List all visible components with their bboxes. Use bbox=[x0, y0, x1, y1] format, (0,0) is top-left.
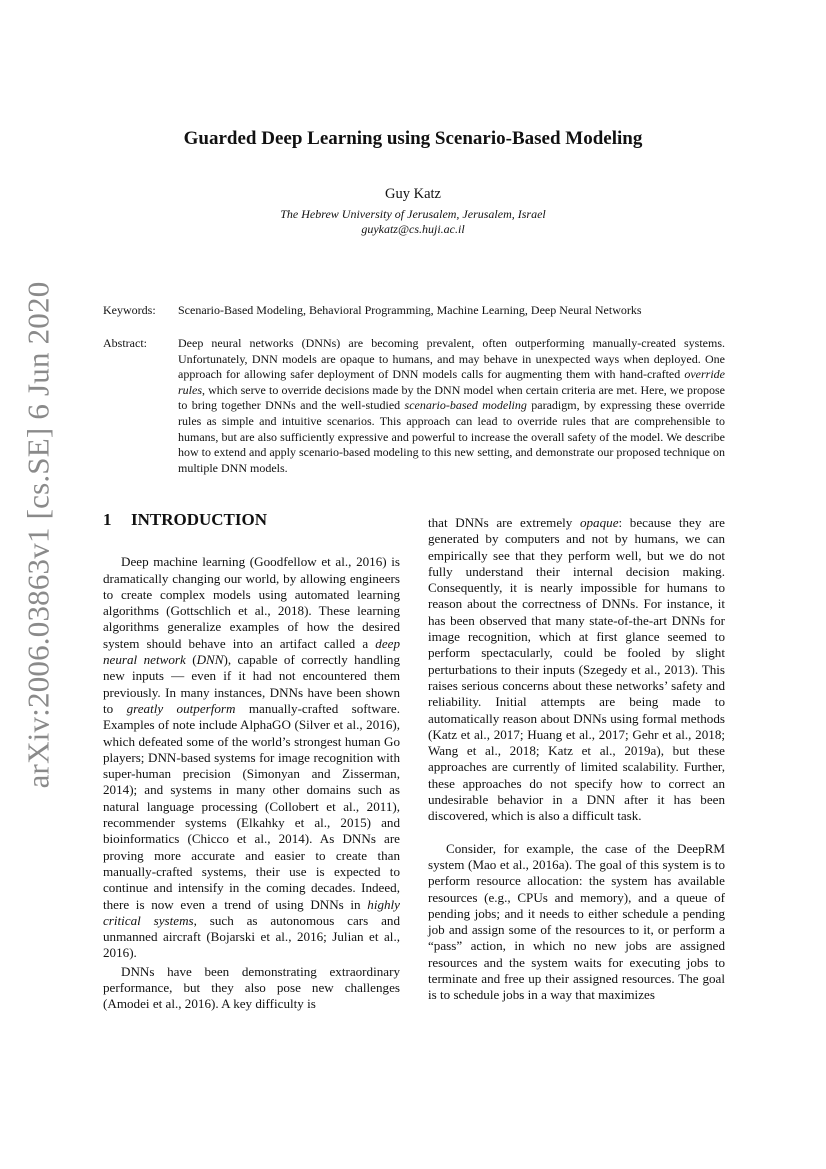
abstract-label: Abstract: bbox=[103, 336, 147, 350]
section-title: INTRODUCTION bbox=[131, 510, 268, 529]
right-column bbox=[428, 515, 725, 1004]
author-affiliation: The Hebrew University of Jerusalem, Jerusalem, Israel bbox=[280, 207, 546, 221]
author-name: Guy Katz bbox=[385, 186, 441, 202]
section-number: 1 bbox=[103, 510, 112, 529]
intro-paragraph-1: Deep machine learning (Goodfellow et al., 2016) is dramatically changing our world, by allowing engineers to create complex models using automated learning algorithms (Gottschlich et al., 2018). These learning algorithms generalize examples of how the desired system should behave into an artifact called a deep neural network (DNN), capable of correctly handling new inputs — even if it had not encountered them previously. In many instances, DNNs have been shown to greatly outperform manually-crafted software. Examples of note include AlphaGO (Silver et al., 2016), which defeated some of the world’s strongest human Go players; DNN-based systems for image recognition with super-human precision (Simonyan and Zisserman, 2014); and systems in many other domains such as natural language processing (Collobert et al., 2011), recommender systems (Elkahky et al., 2015) and bioinformatics (Chicco et al., 2014). As DNNs are proving more accurate and easier to create than manually-crafted systems, their use is expected to continue and intensify in the coming decades. Indeed, there is now even a trend of using DNNs in highly critical systems, such as autonomous cars and unmanned aircraft (Bojarski et al., 2016; Julian et al., 2016). bbox=[103, 554, 400, 961]
arxiv-stamp bbox=[16, 281, 60, 789]
author-email: guykatz@cs.huji.ac.il bbox=[361, 222, 465, 236]
intro-paragraph-3: Consider, for example, the case of the DeepRM system (Mao et al., 2016a). The goal of this system is to perform resource allocation: the system has available resources (e.g., CPUs and memory), and a queue of pending jobs; and it needs to either schedule a pending job and assign some of the resources to it, or perform a “pass” action, in which no new jobs are assigned resources and the system waits for executing jobs to terminate and free up their assigned resources. The goal is to schedule jobs in a way that maximizes bbox=[428, 840, 725, 1003]
section-heading bbox=[103, 512, 400, 528]
paper-title: Guarded Deep Learning using Scenario-Based Modeling bbox=[183, 128, 643, 149]
arxiv-id: arXiv:2006.03863v1 [cs.SE] 6 Jun 2020 bbox=[20, 281, 55, 789]
abstract-text: Deep neural networks (DNNs) are becoming prevalent, often outperforming manually-created systems. Unfortunately, DNN models are opaque to humans, and may behave in unexpected ways when deployed. One approach for allowing safer deployment of DNN models calls for augmenting them with hand-crafted override rules, which serve to override decisions made by the DNN model when certain criteria are met. Here, we propose to bring together DNNs and the well-studied scenario-based modeling paradigm, by expressing these override rules as simple and intuitive scenarios. This approach can lead to override rules that are comprehensible to humans, but are also sufficiently expressive and powerful to increase the overall safety of the model. We describe how to extend and apply scenario-based modeling to this new setting, and demonstrate our proposed technique on multiple DNN models. bbox=[178, 336, 725, 475]
keywords-row bbox=[103, 303, 725, 319]
keywords-label: Keywords: bbox=[103, 303, 156, 317]
keywords-text: Scenario-Based Modeling, Behavioral Programming, Machine Learning, Deep Neural Networks bbox=[178, 303, 642, 317]
abstract-row bbox=[103, 336, 725, 476]
intro-paragraph-2-continued: that DNNs are extremely opaque: because they are generated by computers and not by humans, we can empirically see that they perform well, but we do not fully understand their internal decision making. Consequently, it is nearly impossible for humans to reason about the correctness of DNNs. For instance, it has been observed that many state-of-the-art DNNs for image recognition, which at first glance seemed to perform spectacularly, could be fooled by slight perturbations to their inputs (Szegedy et al., 2013). This raises serious concerns about these networks’ safety and reliability. Initial attempts are being made to automatically reason about DNNs using formal methods (Katz et al., 2017; Huang et al., 2017; Gehr et al., 2018; Wang et al., 2018; Katz et al., 2019a), but these approaches are currently of limited scalability. Further, these approaches do not specify how to correct an undesirable behavior in a DNN after it has been discovered, which is also a difficult task. bbox=[428, 515, 725, 824]
intro-paragraph-2: DNNs have been demonstrating extraordinary performance, but they also pose new challenges (Amodei et al., 2016). A key difficulty is bbox=[103, 963, 400, 1012]
left-column bbox=[103, 512, 400, 1013]
